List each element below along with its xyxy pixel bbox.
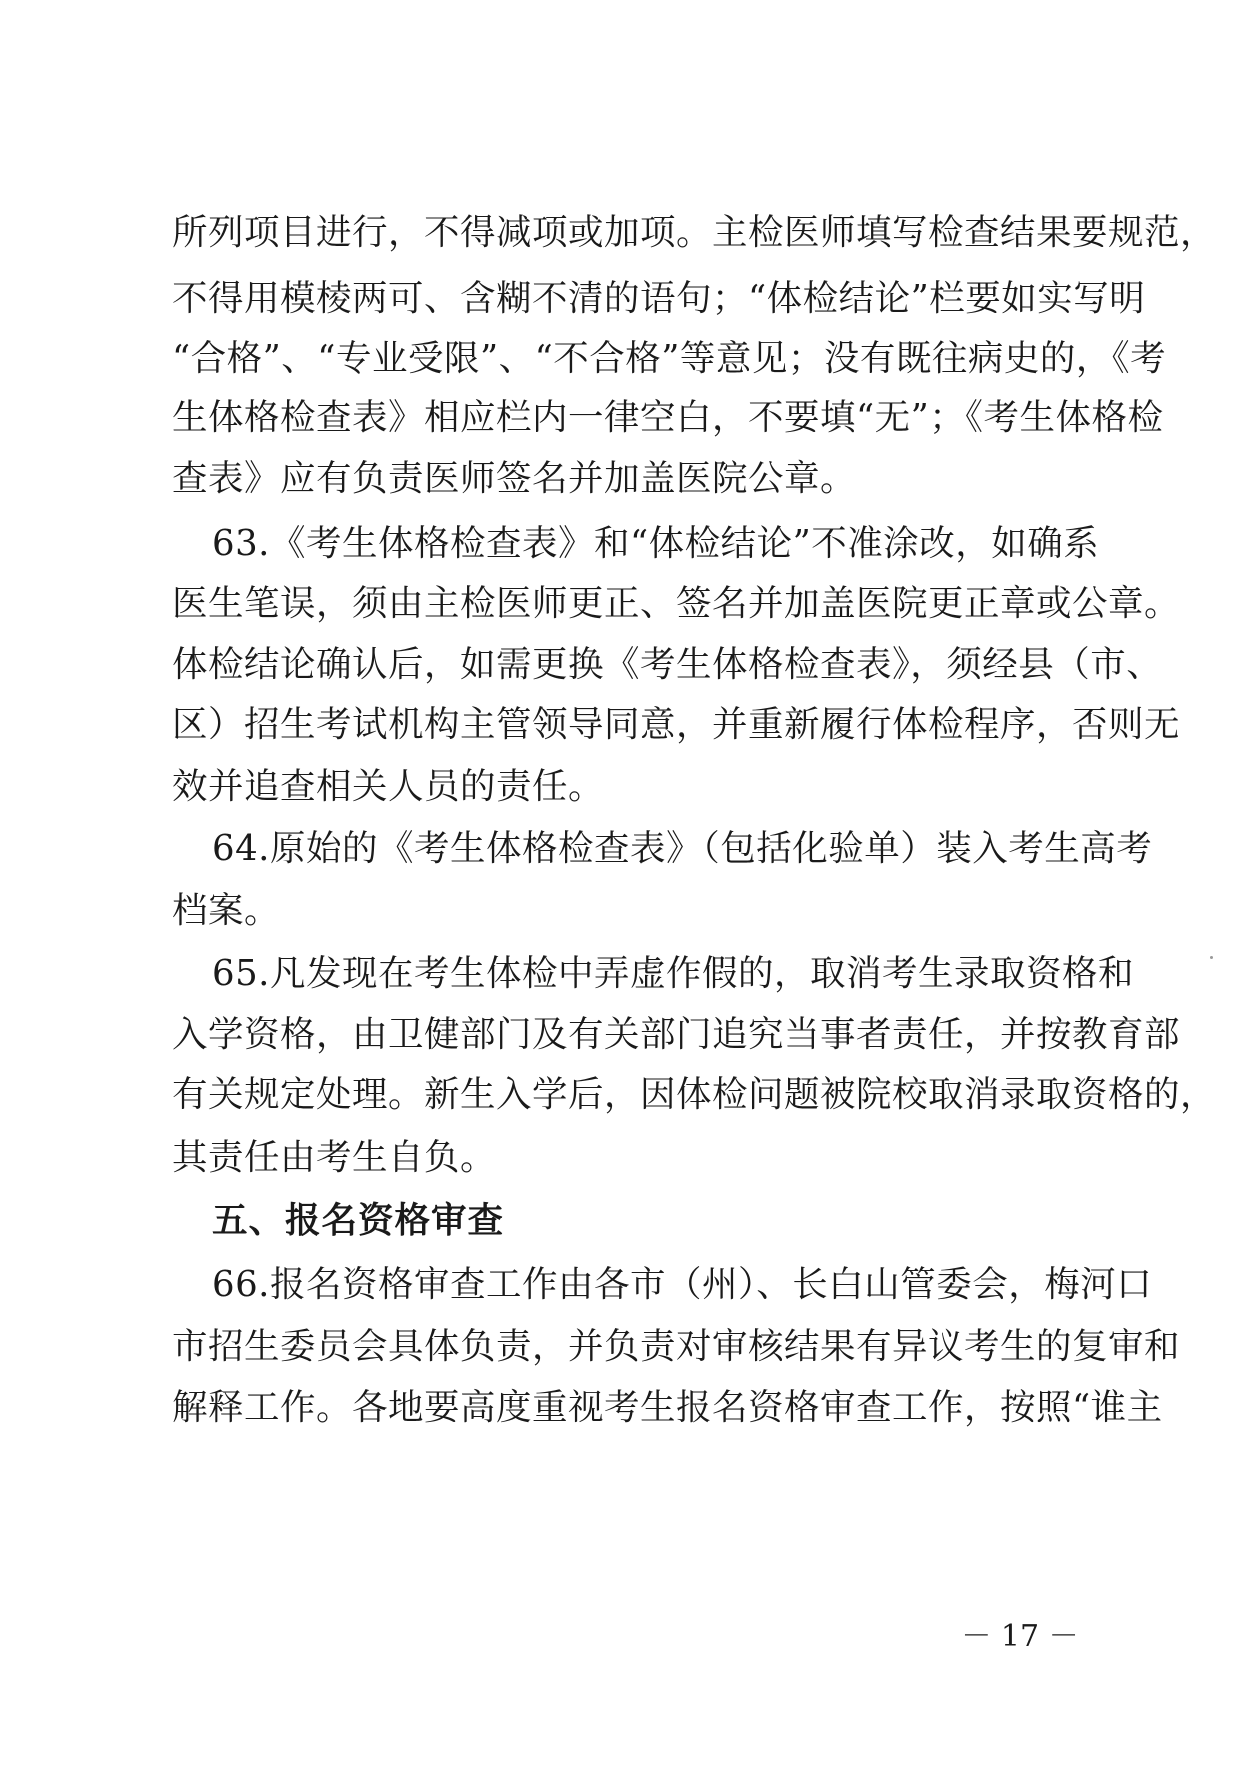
body-text-line: “合格”、“专业受限”、“不合格”等意见；没有既往病史的，《考	[172, 338, 1167, 379]
paragraph-64-first-line: 64.原始的《考生体格检查表》（包括化验单）装入考生高考	[212, 828, 1153, 869]
paragraph-66-first-line: 66.报名资格审查工作由各市（州）、长白山管委会，梅河口	[212, 1264, 1153, 1305]
body-text-line: 不得用模棱两可、含糊不清的语句；“体检结论”栏要如实写明	[172, 278, 1146, 319]
paragraph-63-first-line: 63.《考生体格检查表》和“体检结论”不准涂改，如确系	[212, 523, 1100, 564]
body-text-line: 区）招生考试机构主管领导同意，并重新履行体检程序，否则无	[172, 704, 1181, 745]
body-text-line: 医生笔误，须由主检医师更正、签名并加盖医院更正章或公章。	[172, 583, 1181, 624]
section-heading: 五、报名资格审查	[212, 1200, 505, 1241]
body-text-line: 有关规定处理。新生入学后，因体检问题被院校取消录取资格的，	[172, 1074, 1217, 1115]
body-text-line: 体检结论确认后，如需更换《考生体格检查表》，须经县（市、	[172, 644, 1163, 685]
body-text-line: 其责任由考生自负。	[172, 1137, 497, 1178]
body-text-line: 查表》应有负责医师签名并加盖医院公章。	[172, 458, 857, 499]
body-text-line: 入学资格，由卫健部门及有关部门追究当事者责任，并按教育部	[172, 1014, 1181, 1055]
paragraph-65-first-line: 65.凡发现在考生体检中弄虚作假的，取消考生录取资格和	[212, 953, 1134, 994]
body-text-line: 所列项目进行，不得减项或加项。主检医师填写检查结果要规范，	[172, 212, 1217, 253]
body-text-line: 解释工作。各地要高度重视考生报名资格审查工作，按照“谁主	[172, 1387, 1163, 1428]
body-text-line: 市招生委员会具体负责，并负责对审核结果有异议考生的复审和	[172, 1326, 1181, 1367]
body-text-line: 生体格检查表》相应栏内一律空白，不要填“无”；《考生体格检	[172, 397, 1164, 438]
body-text-line: 效并追查相关人员的责任。	[172, 766, 605, 807]
body-text-line: 档案。	[172, 890, 281, 931]
scan-speck	[1210, 956, 1213, 959]
page-number: － 17 －	[961, 1619, 1079, 1654]
